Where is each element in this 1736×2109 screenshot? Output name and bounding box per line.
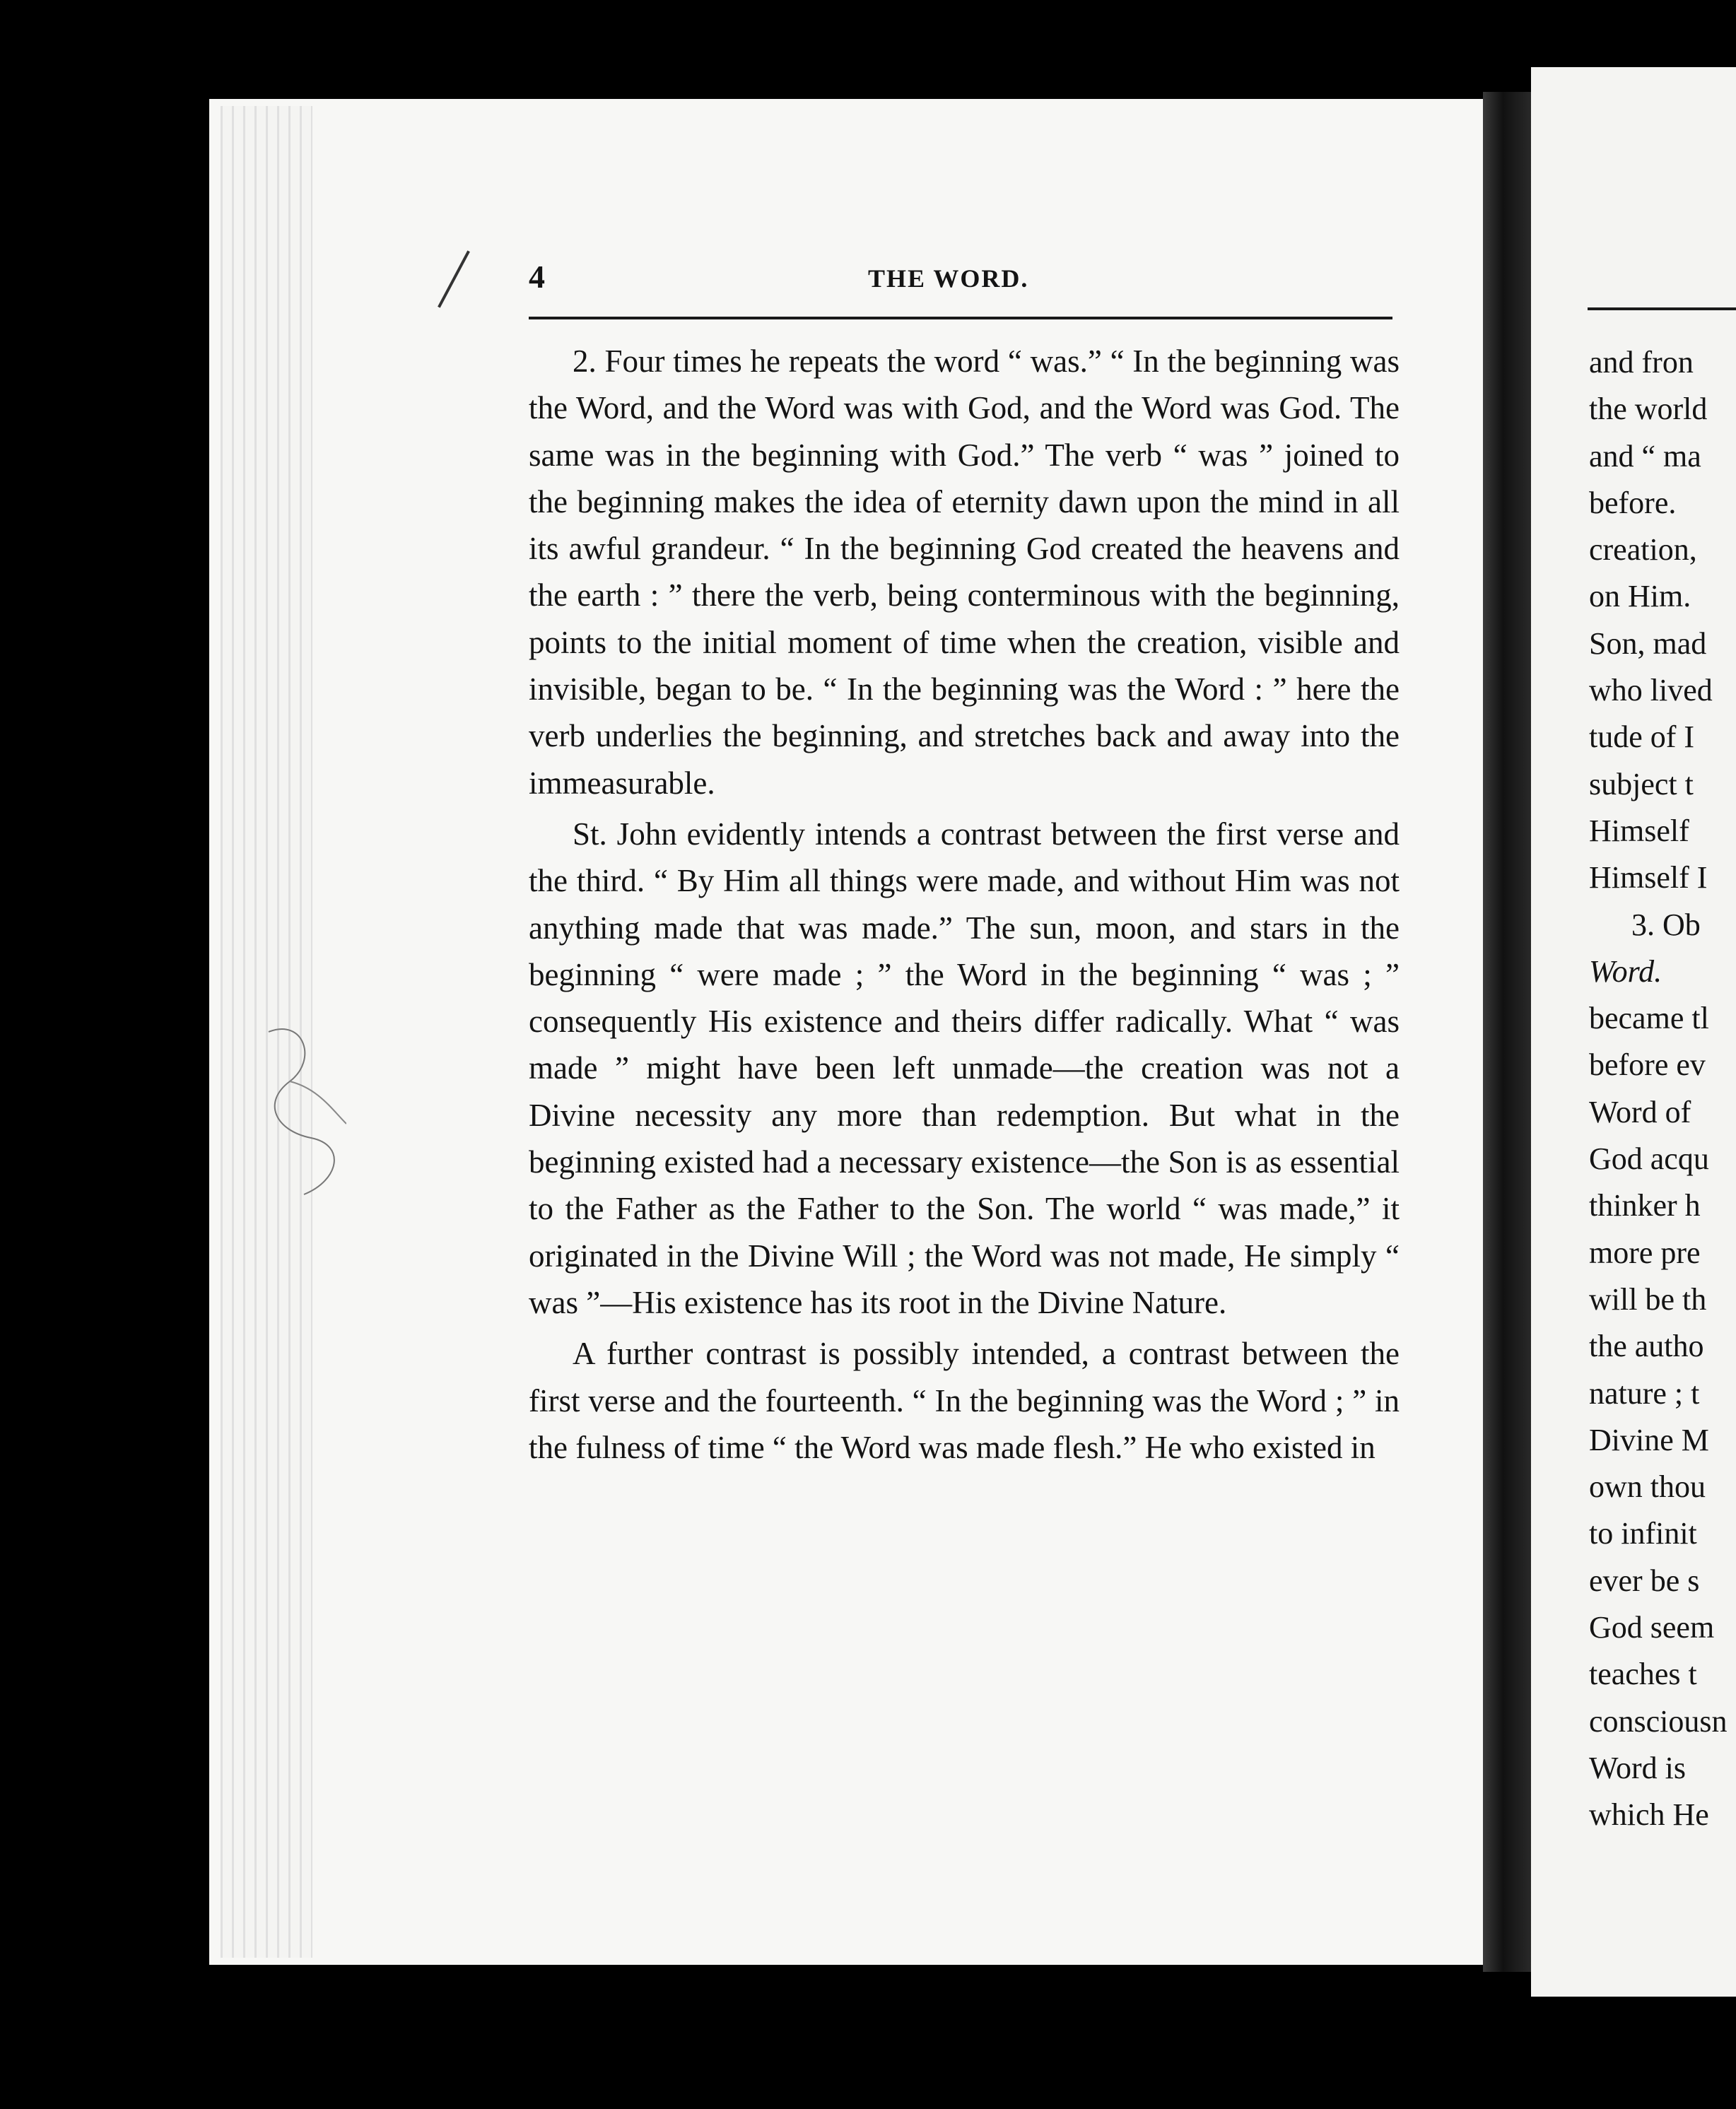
text-line: more pre (1589, 1235, 1701, 1270)
text-line: Divine M (1589, 1422, 1709, 1457)
text-line: Word is (1589, 1750, 1687, 1785)
text-line: teaches t (1589, 1657, 1697, 1692)
text-line: thinker h (1589, 1188, 1701, 1223)
paragraph: St. John evidently intends a contrast between the first verse and the third. “ By Him all things were made, and without Him was not anything made that was made.” The sun, moon, and stars in the beginning “ were made ; ” the Word in the beginning “ was ; ” consequently His existence and theirs differ radically. What “ was made ” might have been left unmade—the creation was not a Divine necessity any more than redemption. But what in the beginning existed had a necessary existence—the Son is as essential to the Father as the Father to the Son. The world “ was made,” it originated in the Divine Will ; the Word was not made, He simply “ was ”—His existence has its root in the Divine Nature. (529, 816, 1400, 1320)
text-line: and “ ma (1589, 438, 1701, 474)
body-text (529, 338, 1400, 1471)
margin-scribble (262, 1018, 346, 1202)
text-line: God acqu (1589, 1141, 1709, 1177)
text-line: consciousn (1589, 1703, 1728, 1739)
text-line: Himself I (1589, 860, 1708, 895)
text-line: which He (1589, 1797, 1709, 1833)
text-line: before ev (1589, 1047, 1706, 1083)
text-line: own thou (1589, 1469, 1706, 1505)
text-line: tude of I (1589, 719, 1695, 755)
header-rule (529, 317, 1392, 319)
text-line: the autho (1589, 1329, 1704, 1364)
running-head: THE WORD. (868, 264, 1029, 293)
paragraph: 2. Four times he repeats the word “ was.” “ In the beginning was the Word, and the Word was with God, and the Word was God. The same was in the beginning with God.” The verb “ was ” joined to the beginning makes the idea of eternity dawn upon the mind in all its awful grandeur. “ In the beginning God created the heavens and the earth : ” there the verb, being conterminous with the beginning, points to the initial moment of time when the creation, visible and invisible, began to be. “ In the beginning was the Word : ” here the verb underlies the beginning, and stretches back and away into the immeasurable. (529, 343, 1400, 801)
text-line: Word. (1589, 953, 1662, 989)
text-line: who lived (1589, 673, 1713, 708)
right-page (1531, 67, 1736, 1997)
text-line: and fron (1589, 345, 1694, 380)
text-line: the world (1589, 392, 1708, 427)
right-header-rule (1588, 307, 1736, 310)
text-line: before. (1589, 485, 1677, 520)
text-line: will be th (1589, 1281, 1707, 1317)
text-line: Son, mad (1589, 625, 1707, 661)
text-line: Himself (1589, 813, 1689, 848)
text-line: Word of (1589, 1094, 1691, 1129)
page-number: 4 (529, 259, 545, 295)
text-line: on Him. (1589, 579, 1691, 614)
text-line: God seem (1589, 1610, 1715, 1645)
text-line: nature ; t (1589, 1375, 1700, 1411)
text-line: to infinit (1589, 1516, 1697, 1551)
text-line: 3. Ob (1631, 907, 1701, 942)
text-line: creation, (1589, 532, 1697, 568)
text-line: subject t (1589, 766, 1694, 801)
text-line: ever be s (1589, 1563, 1700, 1598)
page-header (529, 258, 1392, 300)
text-line: became tl (1589, 1001, 1709, 1036)
right-page-text (1589, 339, 1736, 1839)
paragraph: A further contrast is possibly intended, a contrast between the first verse and the fourteenth. “ In the beginning was the Word ; ” in the fulness of time “ the Word was made flesh.” He who existed in (529, 1336, 1400, 1465)
book-gutter (1483, 92, 1532, 1972)
